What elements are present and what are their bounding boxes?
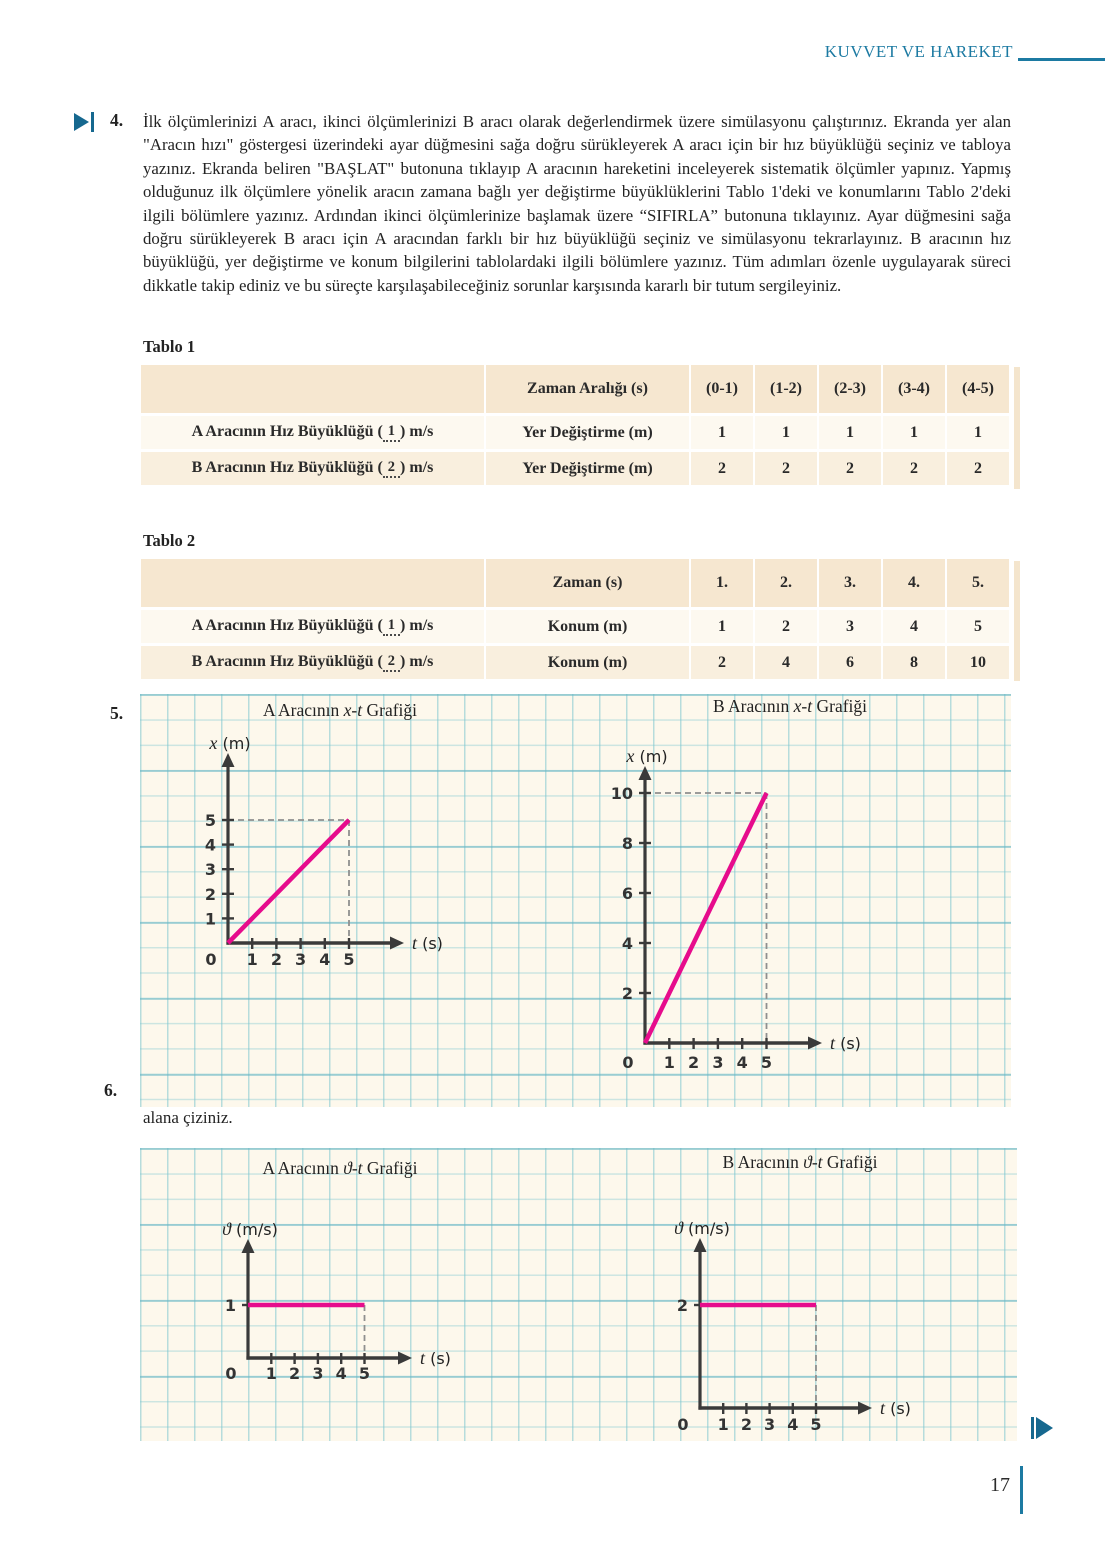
tablo2 (139, 556, 1011, 682)
title-text: Grafiği (362, 700, 418, 720)
item4-instructions: İlk ölçümlerinizi A aracı, ikinci ölçümlerinizi B aracı olarak değerlendirmek üzere simülasyonu çalıştırınız. Ekranda yer alan "Aracın hızı" göstergesi üzerindeki ayar düğmesini sağa doğru sürükleyerek A aracı için bir hız büyüklüğü seçiniz ve tabloya yazınız. Ekranda beliren "BAŞLAT" butonuna tıklayıp A aracının hareketini inceleyerek sistematik ölçümler yapınız. Yapmış olduğunuz ilk ölçümlere yönelik aracın zamana bağlı yer değiştirme büyüklüklerini Tablo 1'deki ve konumlarını Tablo 2'deki ilgili bölümlere yazınız. Ardından ikinci ölçümlerinize başlamak üzere “SIFIRLA” butonuna tıklayınız. Ayar düğmesini sağa doğru sürükleyerek B aracı için A aracından farklı bir hız büyüklüğü seçiniz ve simülasyonu tekrarlayınız. B aracının hız büyüklüğü, yer değiştirme ve konum bilgilerini tablolardaki ilgili bölümlere yazınız. Tüm adımları özenle uygulayarak süreci dikkatle takip ediniz ve bu süreçte karşılaşabileceğiniz sorunlar karşısında kararlı bir tutum sergileyiniz. (143, 112, 1011, 295)
value-cell: 2 (755, 610, 817, 643)
title-text: A Aracının (262, 1158, 344, 1178)
y-axis-label: ϑ (m/s) (674, 1218, 730, 1238)
y-axis-arrow (639, 766, 652, 780)
header-cell: 3. (819, 559, 881, 607)
x-tick-label: 3 (764, 1415, 776, 1434)
y-tick-label: 1 (204, 909, 216, 929)
y-axis-arrow (694, 1238, 707, 1252)
value-cell: 1 (819, 416, 881, 449)
x-axis-label: t (s) (412, 933, 443, 953)
answer-blank (383, 654, 400, 672)
x-tick-label: 4 (335, 1364, 347, 1383)
table-edge-strip (1014, 561, 1020, 681)
header-cell: (3-4) (883, 365, 945, 413)
page-number: 17 (990, 1474, 1010, 1496)
data-line (645, 793, 767, 1043)
chart-title-b-xt (630, 696, 950, 717)
value-cell: 6 (819, 646, 881, 679)
table-row (141, 610, 1009, 643)
y-axis-label: x (m) (209, 733, 251, 753)
play-triangle-icon (74, 113, 89, 131)
row-label-cell (141, 452, 484, 485)
title-text: Grafiği (822, 1152, 878, 1172)
chart-title-b-vt (640, 1152, 960, 1173)
y-tick-label: 2 (676, 1296, 688, 1315)
page-continues-marker-icon (1031, 1417, 1053, 1439)
row-label-text: A Aracının Hız Büyüklüğü ( (191, 617, 383, 634)
value-cell: 1 (755, 416, 817, 449)
x-axis-arrow (808, 1037, 822, 1050)
header-cell: 4. (883, 559, 945, 607)
row-label-text: ) m/s (400, 653, 434, 670)
table-row (141, 452, 1009, 485)
x-tick-label: 2 (270, 950, 282, 969)
tablo1-label: Tablo 1 (143, 337, 196, 356)
value-cell: 2 (947, 452, 1009, 485)
handwritten-answer: 2 (387, 653, 396, 669)
value-cell: 2 (691, 452, 753, 485)
value-cell: 5 (947, 610, 1009, 643)
value-cell: 3 (819, 610, 881, 643)
play-triangle-icon (1036, 1417, 1053, 1439)
x-axis-label: t (s) (880, 1398, 911, 1418)
x-axis-label: t (s) (830, 1033, 861, 1053)
chart-title-a-vt (180, 1158, 500, 1179)
title-text: Grafiği (812, 696, 868, 716)
row-label-text: ) m/s (400, 617, 434, 634)
x-tick-label: 4 (787, 1415, 799, 1434)
row-label-text: B Aracının Hız Büyüklüğü ( (191, 459, 383, 476)
value-cell: 10 (947, 646, 1009, 679)
y-tick-label: 6 (621, 884, 633, 903)
row-label-text: ) m/s (400, 423, 434, 440)
row-label-cell (141, 610, 484, 643)
table-edge-strip (1014, 367, 1020, 489)
x-tick-label: 5 (760, 1053, 773, 1072)
header-cell: (0-1) (691, 365, 753, 413)
x-axis-label: t (s) (420, 1348, 451, 1368)
value-cell: 1 (691, 610, 753, 643)
handwritten-answer: 1 (387, 617, 396, 633)
row-label-text: A Aracının Hız Büyüklüğü ( (191, 423, 383, 440)
measure-cell: Yer Değiştirme (m) (486, 416, 689, 449)
answer-blank (383, 460, 400, 478)
marker-bar (1031, 1417, 1034, 1439)
header-cell: 5. (947, 559, 1009, 607)
chart-b-xt (560, 735, 905, 1080)
row-label-text: B Aracının Hız Büyüklüğü ( (191, 653, 383, 670)
x-axis-arrow (398, 1352, 412, 1365)
y-tick-label: 4 (204, 835, 216, 855)
title-text: Grafiği (362, 1158, 418, 1178)
row-label-cell (141, 646, 484, 679)
y-tick-label: 5 (204, 811, 216, 830)
header-cell: 2. (755, 559, 817, 607)
y-axis-arrow (222, 753, 235, 767)
title-text: A Aracının (262, 700, 344, 720)
x-tick-label: 5 (810, 1415, 822, 1434)
answer-blank (383, 618, 400, 636)
x-tick-label: 2 (688, 1053, 700, 1072)
measure-cell: Konum (m) (486, 610, 689, 643)
x-tick-label: 5 (358, 1364, 371, 1383)
value-cell: 2 (755, 452, 817, 485)
measure-cell: Yer Değiştirme (m) (486, 452, 689, 485)
origin-label: 0 (677, 1415, 689, 1434)
title-text: B Aracının (712, 696, 794, 716)
x-tick-label: 1 (663, 1053, 675, 1072)
y-tick-label: 4 (621, 934, 633, 953)
value-cell: 2 (883, 452, 945, 485)
answer-blank (383, 424, 400, 442)
table-header-row (141, 559, 1009, 607)
marker-bar (91, 112, 94, 132)
x-tick-label: 5 (343, 950, 355, 969)
y-tick-label: 10 (610, 784, 633, 803)
title-variables: x-t (343, 700, 363, 720)
table-row (141, 416, 1009, 449)
list-item-marker-icon (74, 112, 94, 132)
x-tick-label: 1 (246, 950, 258, 969)
value-cell: 1 (691, 416, 753, 449)
table-header-row (141, 365, 1009, 413)
origin-label: 0 (622, 1053, 634, 1072)
x-tick-label: 2 (289, 1364, 301, 1383)
x-tick-label: 2 (740, 1415, 752, 1434)
title-variables: ϑ-t (343, 1158, 363, 1178)
x-tick-label: 3 (712, 1053, 724, 1072)
y-tick-label: 2 (621, 984, 633, 1003)
x-axis-arrow (858, 1402, 872, 1415)
y-axis-label: x (m) (626, 746, 668, 766)
header-rule (1018, 58, 1105, 61)
value-cell: 1 (947, 416, 1009, 449)
header-cell: Zaman (s) (486, 559, 689, 607)
handwritten-answer: 1 (387, 423, 396, 439)
chart-title-a-xt (180, 700, 500, 721)
tablo1 (139, 362, 1011, 488)
header-cell (141, 365, 484, 413)
value-cell: 4 (883, 610, 945, 643)
y-tick-label: 8 (621, 834, 633, 853)
x-tick-label: 1 (717, 1415, 729, 1434)
y-axis-arrow (242, 1239, 255, 1253)
x-axis-arrow (390, 937, 404, 950)
value-cell: 2 (819, 452, 881, 485)
y-axis-label: ϑ (m/s) (222, 1219, 278, 1239)
data-line (228, 820, 349, 943)
title-variables: x-t (793, 696, 813, 716)
header-cell: Zaman Aralığı (s) (486, 365, 689, 413)
y-tick-label: 2 (204, 884, 216, 904)
chart-b-vt (610, 1190, 955, 1450)
header-cell (141, 559, 484, 607)
measure-cell: Konum (m) (486, 646, 689, 679)
x-tick-label: 4 (319, 950, 331, 969)
tablo2-label: Tablo 2 (143, 531, 196, 550)
chart-a-xt (150, 735, 485, 985)
item5-number: 5. (110, 703, 124, 723)
row-label-text: ) m/s (400, 459, 434, 476)
row-label-cell (141, 416, 484, 449)
item6-instructions: alana çiziniz. (143, 1108, 233, 1127)
x-tick-label: 4 (736, 1053, 748, 1072)
header-cell: (2-3) (819, 365, 881, 413)
x-tick-label: 1 (265, 1364, 277, 1383)
x-tick-label: 3 (312, 1364, 324, 1383)
origin-label: 0 (205, 950, 217, 969)
value-cell: 1 (883, 416, 945, 449)
header-cell: 1. (691, 559, 753, 607)
page-number-rule (1020, 1466, 1023, 1514)
value-cell: 2 (691, 646, 753, 679)
value-cell: 8 (883, 646, 945, 679)
page-header-title: KUVVET VE HAREKET (824, 42, 1013, 61)
header-cell: (4-5) (947, 365, 1009, 413)
y-tick-label: 1 (224, 1296, 236, 1315)
item6-number: 6. (104, 1080, 118, 1100)
value-cell: 4 (755, 646, 817, 679)
title-text: B Aracının (722, 1152, 804, 1172)
x-tick-label: 3 (295, 950, 307, 969)
header-cell: (1-2) (755, 365, 817, 413)
handwritten-answer: 2 (387, 459, 396, 475)
chart-a-vt (160, 1190, 490, 1405)
item4-number: 4. (110, 110, 124, 130)
table-row (141, 646, 1009, 679)
origin-label: 0 (225, 1364, 237, 1383)
title-variables: ϑ-t (803, 1152, 823, 1172)
y-tick-label: 3 (204, 860, 216, 880)
